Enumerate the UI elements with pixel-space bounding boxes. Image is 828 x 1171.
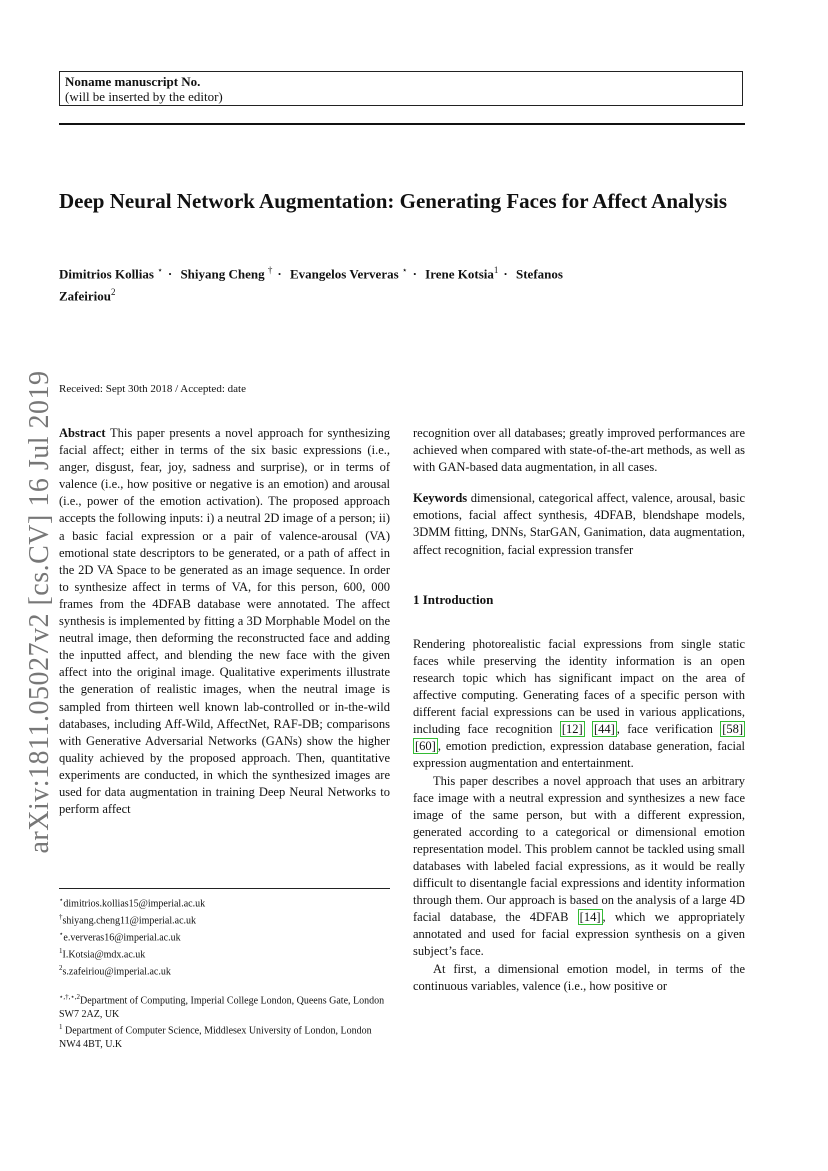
received-date: Received: Sept 30th 2018 / Accepted: date (59, 383, 246, 395)
intro-paragraph (413, 636, 745, 773)
keywords (413, 490, 745, 558)
left-column (59, 425, 390, 818)
abstract-continuation: recognition over all databases; greatly improved performances are achieved when compared with state-of-the-art methods, as well as with GAN-based data augmentation, in all cases. (413, 426, 745, 475)
author-mark: 1 (493, 265, 499, 275)
citation-link[interactable]: [60] (415, 739, 436, 754)
keywords-label: Keywords (413, 491, 468, 506)
footnote-email: $^2$s.zafeiriou@imperial.ac.uk (59, 963, 171, 978)
section-heading: 1 Introduction (413, 591, 494, 607)
arxiv-stamp: arXiv:1811.05027v2 [cs.CV] 16 Jul 2019 (24, 370, 55, 854)
intro-text: This paper describes a novel approach that uses an arbitrary face image with a neutral expression and synthesizes a new face image of the same person, but with a different expression, generated according to a categorical or dimensional emotion representation model. This problem cannot be tackled using small databases with labeled facial expressions, as it would be really difficult to disentangle facial expressions and identity information through them. Our approach is based on the analysis of a large 4D facial database, the 4DFAB (413, 773, 745, 925)
author-mark: 2 (111, 287, 116, 298)
author-mark: ⋆ (401, 265, 408, 275)
footnote-affiliation: $^{⋆,\dagger,⋆,2}$Department of Computing, Imperial College London, Queens Gate, London SW7 2AZ, UK (59, 992, 385, 1020)
author-name: Evangelos Ververas (289, 266, 399, 282)
citation-link[interactable]: [44] (593, 722, 615, 737)
author-name: Dimitrios Kollias (59, 266, 154, 282)
intro-text: Rendering photorealistic facial expressions from single static faces while preserving the identity information is an open research topic which has significant impact on the area of affective computing. Generating faces of a specific person with different facial expressions can be used in various applications, including face recognition (413, 636, 745, 737)
citation-link[interactable]: [58] (722, 722, 744, 737)
intro-text: , which we appropriately annotated and used for facial expression synthesis on a given subject’s face. (413, 910, 745, 959)
intro-paragraph: At first, a dimensional emotion model, in terms of the continuous variables, valence (i.e., how positive or (413, 961, 745, 993)
citation-link[interactable]: [12] (561, 722, 583, 737)
author-name: Irene Kotsia (425, 266, 494, 282)
footnote-email: $^1$I.Kotsia@mdx.ac.uk (59, 946, 146, 961)
header-rule (59, 123, 745, 125)
author-name: Stefanos Zafeiriou (59, 266, 563, 304)
intro-text: , face verification (616, 722, 721, 737)
abstract-label: Abstract (59, 426, 106, 440)
manuscript-box (59, 71, 743, 106)
footnotes (59, 894, 390, 1052)
footnote-affiliation: $^1$ Department of Computer Science, Middlesex University of London, London NW4 4BT, U.K (59, 1023, 372, 1051)
author-mark: † (267, 265, 273, 275)
right-column (413, 425, 745, 995)
footnote-rule (59, 888, 390, 889)
author-mark: ⋆ (157, 265, 163, 275)
footnote-email: ⋆e.ververas16@imperial.ac.uk (59, 929, 181, 944)
intro-text: , emotion prediction, expression database generation, facial expression augmentation and entertainment. (413, 739, 745, 771)
paper-title: Deep Neural Network Augmentation: Generating Faces for Affect Analysis (59, 189, 728, 213)
manuscript-number: Noname manuscript No. (65, 74, 201, 89)
abstract (59, 425, 390, 818)
citation-link[interactable]: [14] (579, 910, 601, 925)
keywords-text: dimensional, categorical affect, valence, arousal, basic emotions, facial affect synthesis, 4DFAB, blendshape models, 3DMM fitting, DNNs, StarGAN, Ganimation, data augmentation, affect recognition, facial expression transfer (413, 491, 745, 557)
author-list: Dimitrios Kollias ⋆ · Shiyang Cheng † · Evangelos Ververas ⋆ · Irene Kotsia$^1$ · Stefanos Zafeiriou$^2$ (59, 265, 563, 304)
footnote-email: †shiyang.cheng11@imperial.ac.uk (59, 912, 197, 927)
manuscript-note: (will be inserted by the editor) (65, 89, 223, 104)
abstract-text: This paper presents a novel approach for synthesizing facial affect; either in terms of the six basic expressions (i.e., anger, disgust, fear, joy, sadness and surprise), or in terms of valence (i.e., how positive or negative is an emotion) and arousal (i.e., power of the emotion activation). The proposed approach accepts the following inputs: i) a neutral 2D image of a person; ii) a basic facial expression or a pair of valence-arousal (VA) emotional state descriptors to be generated, or a path of affect in the 2D VA Space to be generated as an image sequence. In order to synthesize affect in terms of VA, for this person, 600, 000 frames from the 4DFAB database were annotated. The affect synthesis is implemented by fitting a 3D Morphable Model on the neutral image, then deforming the reconstructed face and adding the inputted affect, and blending the new face with the given affect into the original image. Qualitative experiments illustrate the generation of realistic images, when the neutral image is sampled from thirteen well known lab-controlled or in-the-wild databases, including Aff-Wild, AffectNet, RAF-DB; comparisons with Generative Adversarial Networks (GANs) show the higher quality achieved by the proposed approach. Then, quantitative experiments are conducted, in which the synthesized images are used for data augmentation in training Deep Neural Networks to perform affect (59, 426, 391, 817)
author-name: Shiyang Cheng (180, 266, 265, 282)
intro-paragraph (413, 773, 745, 961)
footnote-email: ⋆dimitrios.kollias15@imperial.ac.uk (59, 896, 206, 910)
